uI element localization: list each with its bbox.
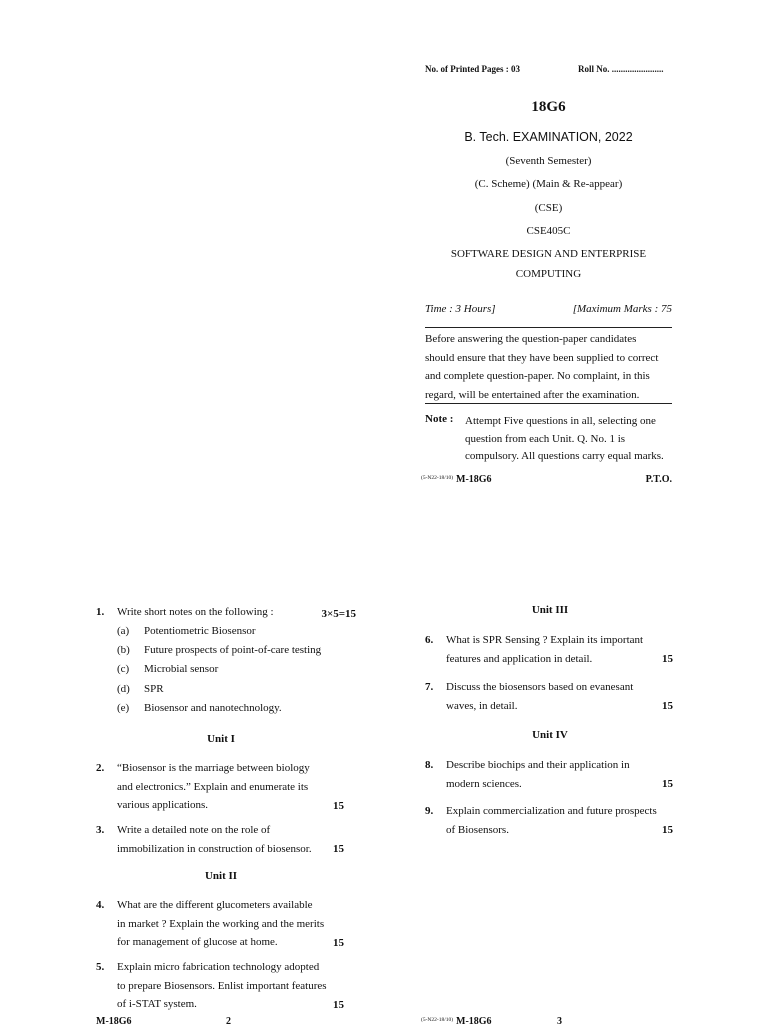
question-5 <box>96 958 344 1014</box>
footer-paper-code: M-18G6 <box>96 1016 132 1027</box>
page-number: 2 <box>226 1016 231 1027</box>
question-text: Explain micro fabrication technology adopted to prepare Biosensors. Enlist important features of i-STAT system. <box>117 961 327 1010</box>
question-marks: 15 <box>333 799 344 812</box>
note-text <box>465 413 672 466</box>
question-text: Write a detailed note on the role of immobilization in construction of biosensor. <box>117 824 312 855</box>
question-marks: 3×5=15 <box>321 607 356 620</box>
question-text: Explain commercialization and future prospects of Biosensors. <box>446 805 657 836</box>
question-1 <box>96 603 356 623</box>
question-number: 8. <box>425 759 434 771</box>
course-code: CSE405C <box>526 225 571 237</box>
note-line: question from each Unit. Q. No. 1 is <box>465 432 626 445</box>
printed-pages: No. of Printed Pages : 03 <box>425 64 520 74</box>
question-text: Discuss the biosensors based on evanesant waves, in detail. <box>446 681 634 712</box>
maximum-marks: [Maximum Marks : 75 <box>572 303 672 315</box>
instructions-box <box>425 330 672 404</box>
instructions-top-rule <box>425 327 672 328</box>
question-number: 5. <box>96 961 105 973</box>
time-allowed: Time : 3 Hours] <box>425 303 496 315</box>
instruction-line: regard, will be entertained after the examination. <box>425 388 640 401</box>
note-line: compulsory. All questions carry equal marks. <box>465 450 664 462</box>
footer-batch-code: (5-N22-18/10) <box>421 475 454 481</box>
instruction-line: Before answering the question-paper candidates <box>425 333 637 345</box>
question-marks: 15 <box>662 823 673 836</box>
question-marks: 15 <box>662 652 673 665</box>
question-marks: 15 <box>333 936 344 949</box>
unit-heading: Unit IV <box>532 729 568 741</box>
note-line: Attempt Five questions in all, selecting one <box>465 415 656 427</box>
question-marks: 15 <box>333 998 344 1011</box>
semester: (Seventh Semester) <box>505 155 592 167</box>
unit-heading: Unit I <box>207 733 235 745</box>
question-number: 4. <box>96 899 105 911</box>
subject-title-line2: COMPUTING <box>515 268 582 280</box>
question-3 <box>96 821 344 858</box>
subject-title-line1: SOFTWARE DESIGN AND ENTERPRISE <box>450 248 647 260</box>
note-label: Note : <box>425 413 454 425</box>
question-marks: 15 <box>662 699 673 712</box>
question-text: “Biosensor is the marriage between biology and electronics.” Explain and enumerate its various applications. <box>117 762 310 811</box>
question-number: 2. <box>96 762 105 774</box>
question-2 <box>96 759 344 815</box>
question-text: What are the different glucometers available in market ? Explain the working and the merits for management of glucose at home. <box>117 899 325 948</box>
unit-heading: Unit III <box>531 604 569 616</box>
exam-title: B. Tech. EXAMINATION, 2022 <box>464 130 633 144</box>
question-number: 7. <box>425 681 434 693</box>
question-9 <box>425 802 673 839</box>
question-text: What is SPR Sensing ? Explain its important features and application in detail. <box>446 634 644 665</box>
branch: (CSE) <box>534 202 563 214</box>
roll-no: Roll No. ....................... <box>578 64 664 74</box>
page-number: 3 <box>557 1016 562 1027</box>
question-marks: 15 <box>333 842 344 855</box>
question-number: 9. <box>425 805 434 817</box>
question-number: 1. <box>96 606 105 618</box>
question-8 <box>425 756 673 793</box>
pto-label: P.T.O. <box>645 474 672 485</box>
question-7 <box>425 678 673 715</box>
question-text: Write short notes on the following : <box>117 606 274 618</box>
question-number: 3. <box>96 824 105 836</box>
paper-code: 18G6 <box>531 99 566 115</box>
question-text: Describe biochips and their application in modern sciences. <box>446 759 630 790</box>
question-number: 6. <box>425 634 434 646</box>
question-marks: 15 <box>662 777 673 790</box>
footer-paper-code: M-18G6 <box>456 1016 492 1027</box>
instruction-line: should ensure that they have been supplied to correct <box>425 351 659 364</box>
question-6 <box>425 631 673 668</box>
instructions-bottom-rule <box>425 403 672 404</box>
footer-paper-code: M-18G6 <box>456 474 492 485</box>
instruction-line: and complete question-paper. No complaint, in this <box>425 370 650 382</box>
question-4 <box>96 896 344 952</box>
scheme: (C. Scheme) (Main & Re-appear) <box>474 178 623 190</box>
unit-heading: Unit II <box>204 870 238 882</box>
footer-batch-code: (5-N22-18/10) <box>421 1017 454 1023</box>
